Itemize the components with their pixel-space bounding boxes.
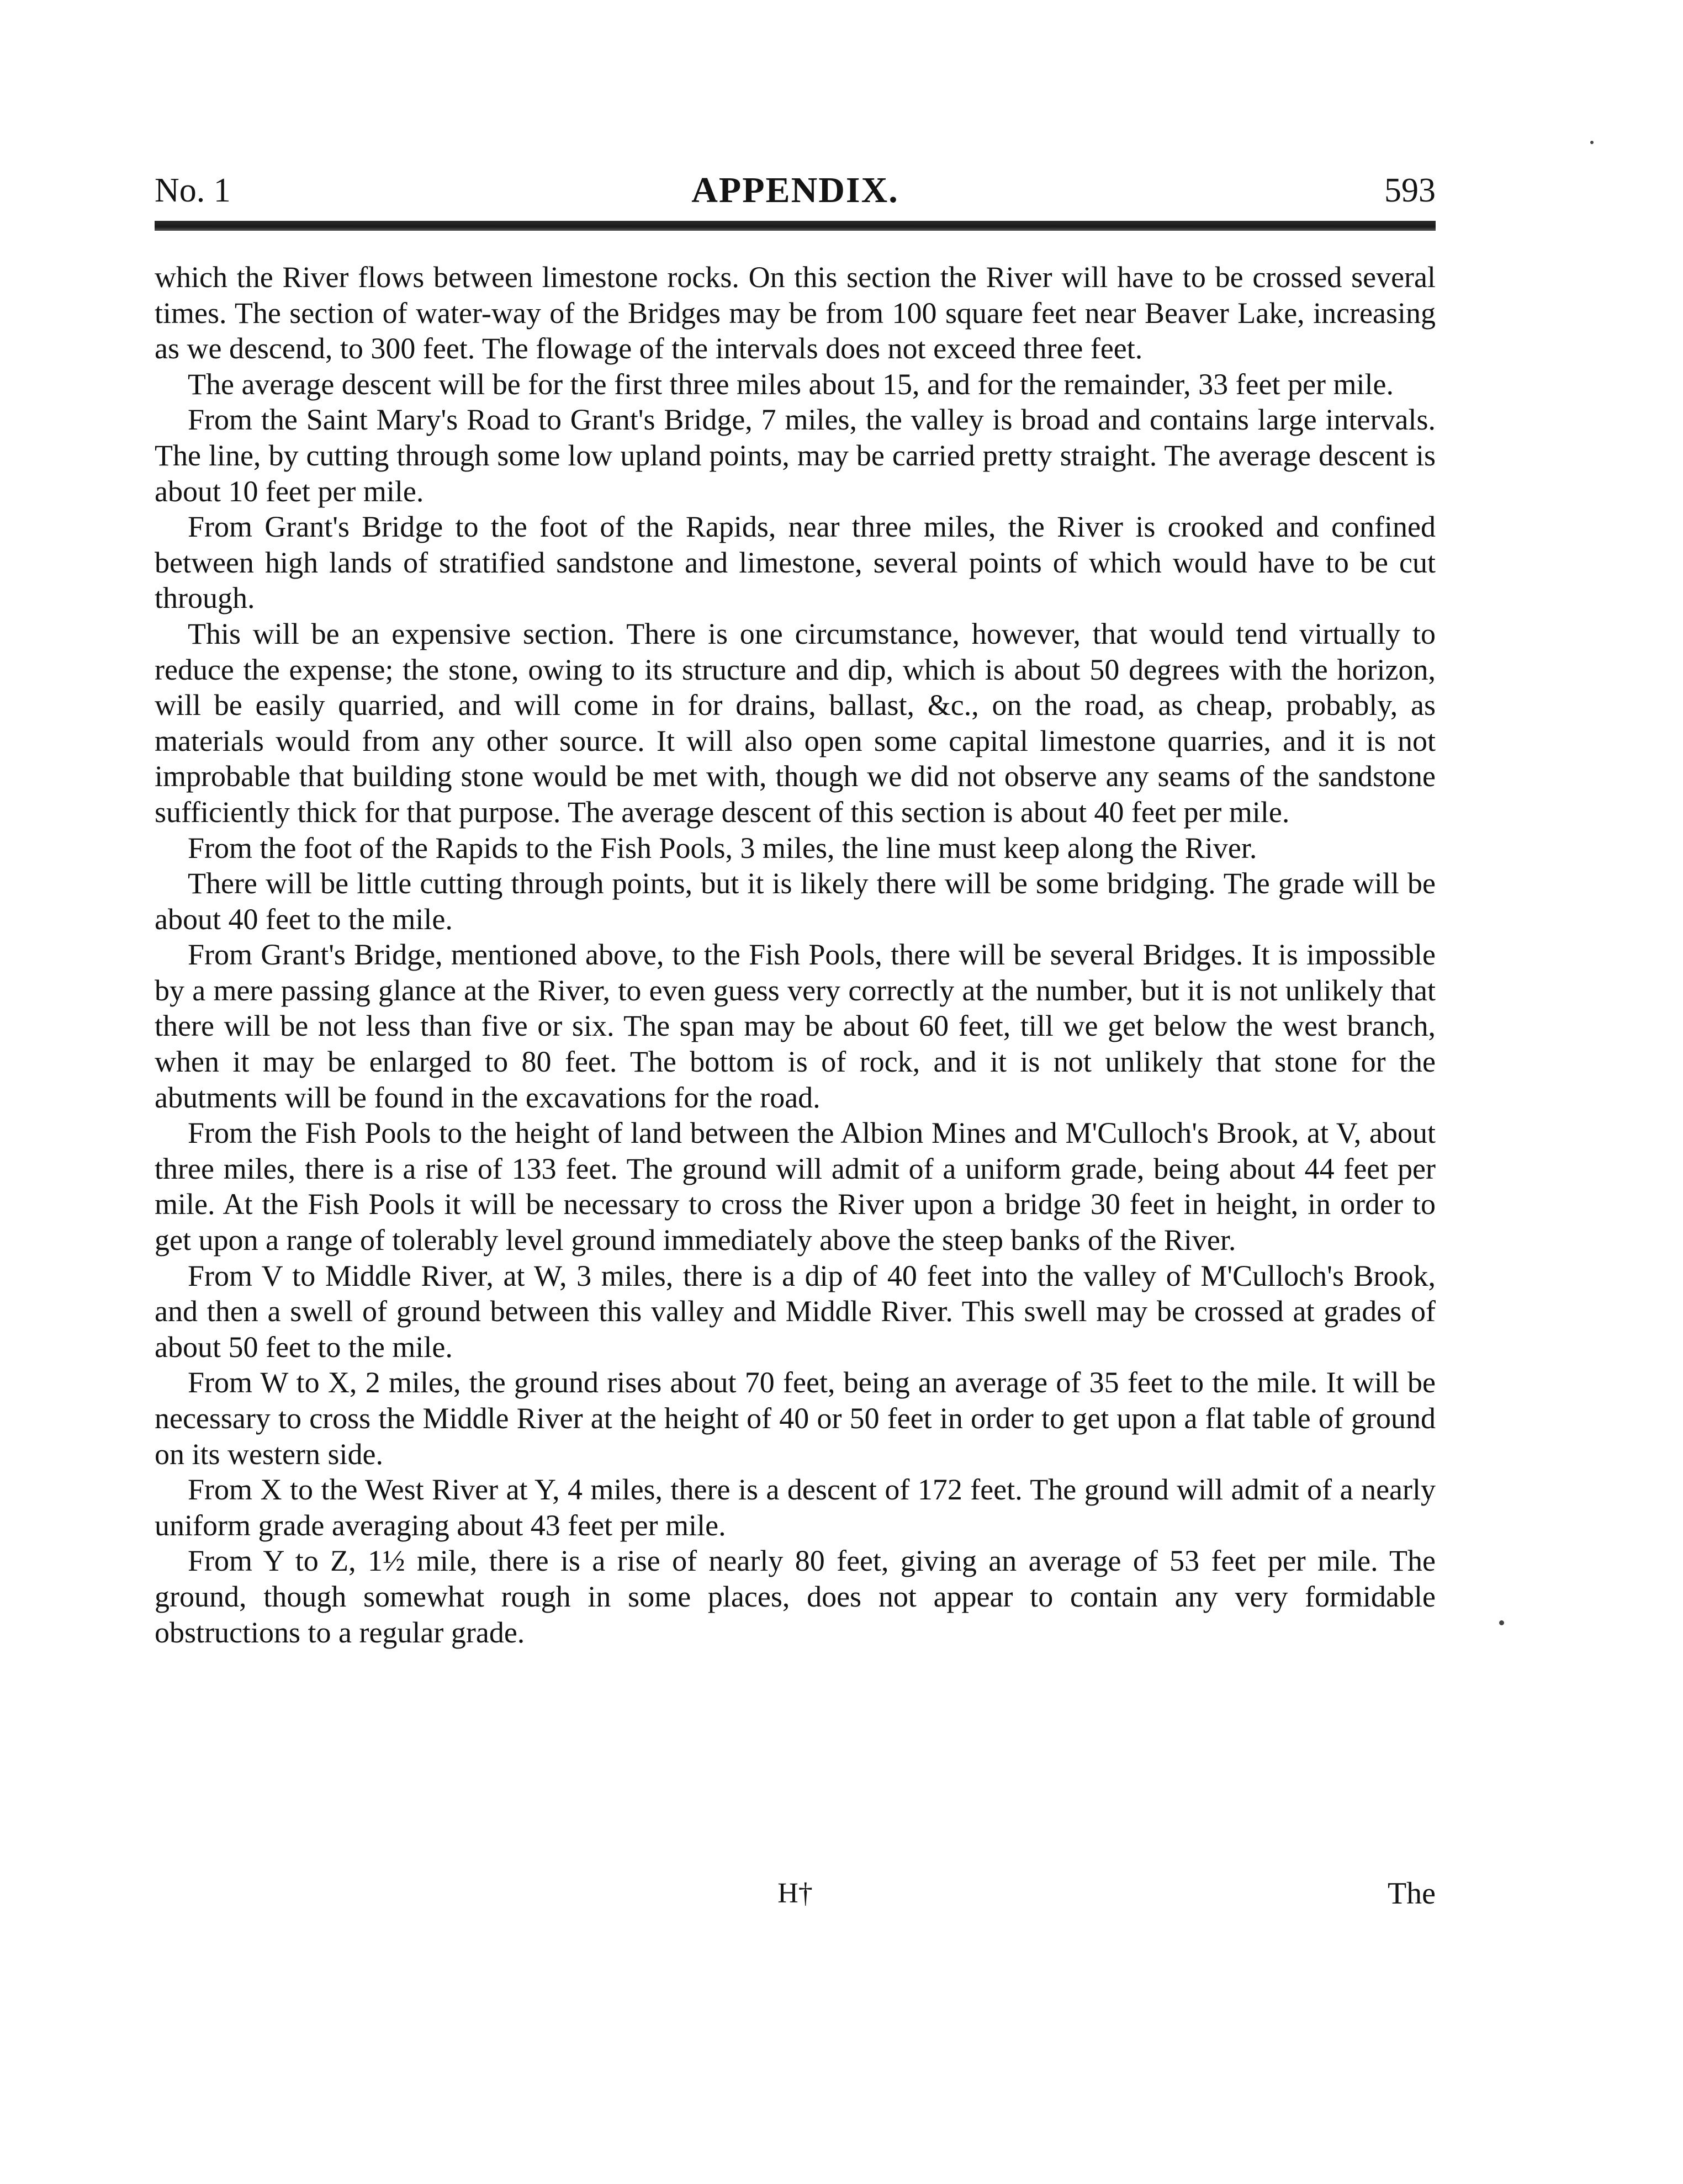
paper-speck — [1499, 1620, 1504, 1625]
header-rule — [155, 221, 1436, 231]
paragraph: The average descent will be for the first three miles about 15, and for the remainder, 33 feet per mile. — [188, 367, 1394, 401]
paragraph: From Y to Z, 1½ mile, there is a rise of nearly 80 feet, giving an average of 53 feet per mile. The ground, though somewhat rough in some places, does not appear to contain any very formidable obstructions to a regular grade. — [155, 1544, 1436, 1649]
running-title: APPENDIX. — [691, 170, 899, 210]
page-number: 593 — [1384, 172, 1436, 209]
paragraph: There will be little cutting through points, but it is likely there will be some bridging. The grade will be about 40 feet to the mile. — [155, 867, 1436, 936]
signature-mark: H† — [777, 1878, 813, 1909]
running-header — [155, 166, 1436, 215]
page-footer — [155, 1872, 1436, 1916]
paragraph: From the Fish Pools to the height of land between the Albion Mines and M'Culloch's Brook, at V, about three miles, there is a rise of 133 feet. The ground will admit of a uniform grade, being about 44 feet per mile. At the Fish Pools it will be necessary to cross the River upon a bridge 30 feet in height, in order to get upon a range of tolerably level ground immediately above the steep banks of the River. — [155, 1116, 1436, 1257]
paragraph-continuation: which the River flows between limestone rocks. On this section the River will have to be crossed several times. The section of water-way of the Bridges may be from 100 square feet near Beaver Lake, increasing as we descend, to 300 feet. The flowage of the intervals does not exceed three feet. — [155, 261, 1436, 365]
paper-speck — [1590, 141, 1594, 144]
paragraph: From Grant's Bridge, mentioned above, to the Fish Pools, there will be several Bridges. It is impossible by a mere passing glance at the River, to even guess very correctly at the number, but it is not unlikely that there will be not less than five or six. The span may be about 60 feet, till we get below the west branch, when it may be enlarged to 80 feet. The bottom is of rock, and it is not unlikely that stone for the abutments will be found in the excavations for the road. — [155, 938, 1436, 1114]
document-number: No. 1 — [155, 172, 231, 209]
body-text — [155, 259, 1436, 1650]
paragraph: From the Saint Mary's Road to Grant's Bridge, 7 miles, the valley is broad and contains large intervals. The line, by cutting through some low upland points, may be carried pretty straight. The average descent is about 10 feet per mile. — [155, 403, 1436, 508]
paragraph: From W to X, 2 miles, the ground rises about 70 feet, being an average of 35 feet to the mile. It will be necessary to cross the Middle River at the height of 40 or 50 feet in order to get upon a flat table of ground on its western side. — [155, 1366, 1436, 1471]
paragraph: From X to the West River at Y, 4 miles, there is a descent of 172 feet. The ground will admit of a nearly uniform grade averaging about 43 feet per mile. — [155, 1473, 1436, 1542]
paragraph: This will be an expensive section. There is one circumstance, however, that would tend virtually to reduce the expense; the stone, owing to its structure and dip, which is about 50 degrees with the horizon, will be easily quarried, and will come in for drains, ballast, &c., on the road, as cheap, probably, as materials would from any other source. It will also open some capital limestone quarries, and it is not improbable that building stone would be met with, though we did not observe any seams of the sandstone sufficiently thick for that purpose. The average descent of this section is about 40 feet per mile. — [155, 617, 1436, 829]
paragraph: From the foot of the Rapids to the Fish Pools, 3 miles, the line must keep along the River. — [188, 831, 1257, 865]
paragraph: From V to Middle River, at W, 3 miles, there is a dip of 40 feet into the valley of M'Culloch's Brook, and then a swell of ground between this valley and Middle River. This swell may be crossed at grades of about 50 feet to the mile. — [155, 1259, 1436, 1364]
catchword: The — [1387, 1876, 1436, 1911]
paragraph: From Grant's Bridge to the foot of the Rapids, near three miles, the River is crooked and confined between high lands of stratified sandstone and limestone, several points of which would have to be cut through. — [155, 510, 1436, 615]
